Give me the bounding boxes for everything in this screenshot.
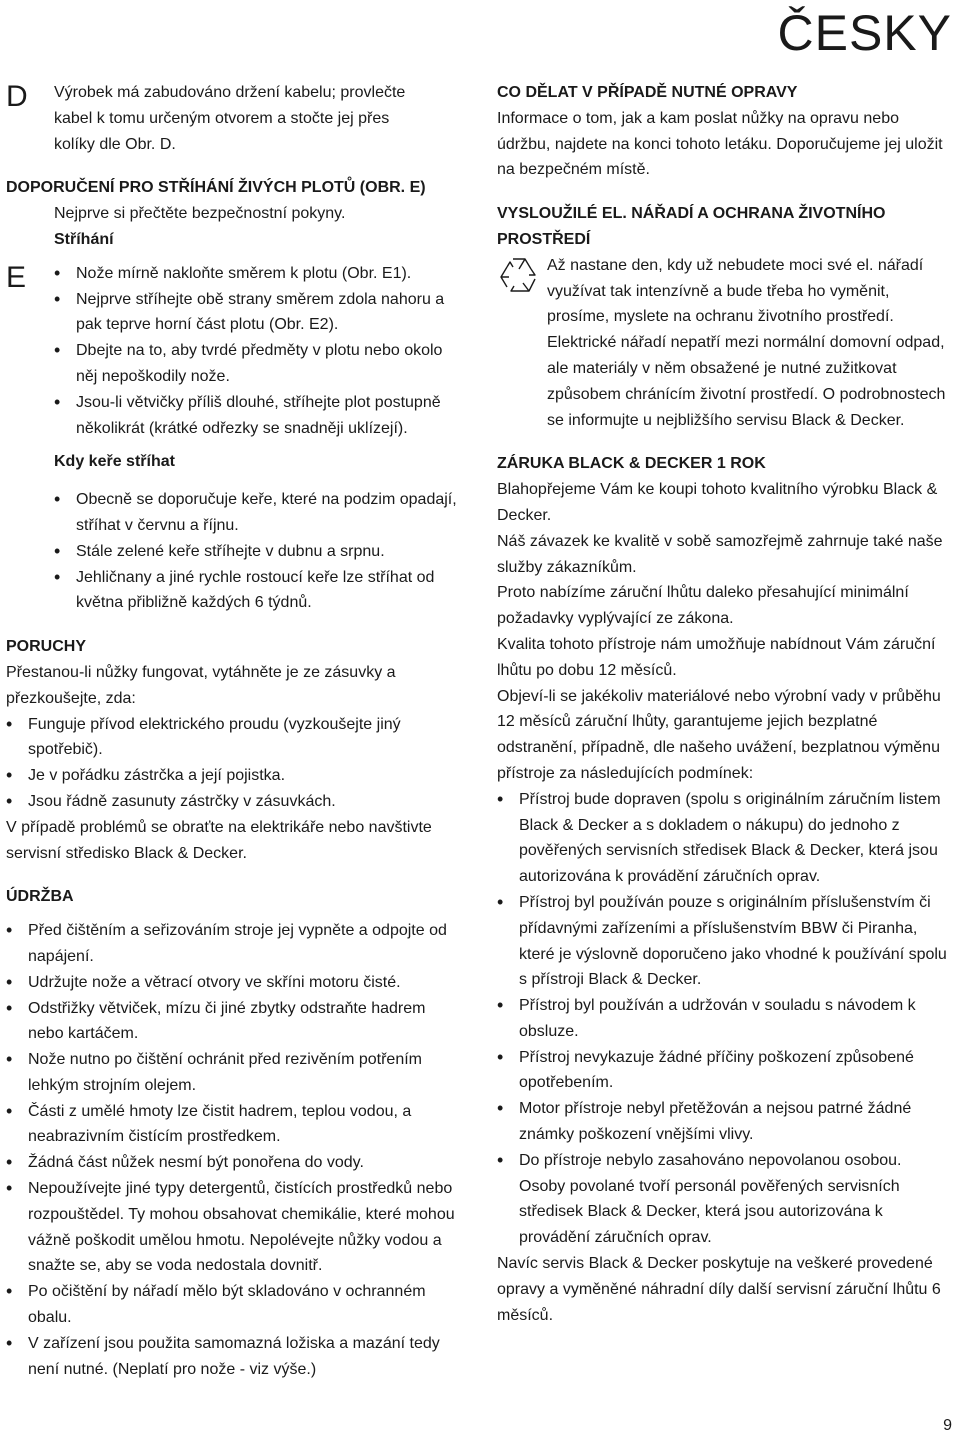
right-column <box>497 80 952 1328</box>
cutting-list <box>54 261 458 442</box>
list-item: • Jehličnany a jiné rychle rostoucí keře lze stříhat od května přibližně každých 6 týdnů. <box>54 565 458 617</box>
language-label: ČESKY <box>777 5 952 61</box>
list-item: • Přístroj bude dopraven (spolu s originálním záručním listem Black & Decker a s dokladem o nákupu) do jednoho z pověřených servisních středisek Black & Decker, která jsou autorizována k provádění záručních oprav. <box>497 787 952 890</box>
list-item: • Nepoužívejte jiné typy detergentů, čistících prostředků nebo rozpouštědel. Ty mohou obsahovat chemikálie, které mohou vážně poškodit umělou hmotu. Nepolévejte nůžky vodou a snažte se, aby se voda nedostala dovnitř. <box>6 1176 458 1279</box>
maintenance-heading: ÚDRŽBA <box>6 888 74 906</box>
section-d-text <box>6 80 458 157</box>
faults-list <box>6 712 458 815</box>
warranty-paragraph: Náš závazek ke kvalitě v sobě samozřejmě zahrnuje také naše služby zákazníkům. <box>497 532 943 576</box>
list-item: • Je v pořádku zástrčka a její pojistka. <box>6 763 458 789</box>
faults-heading: PORUCHY <box>6 638 87 656</box>
hedge-heading: DOPORUČENÍ PRO STŘÍHÁNÍ ŽIVÝCH PLOTŮ (OBR. E) <box>6 179 426 197</box>
list-item: • Přístroj nevykazuje žádné příčiny poškození způsobené opotřebením. <box>497 1045 952 1097</box>
page-number: 9 <box>943 1417 952 1434</box>
list-item: • Nože mírně nakloňte směrem k plotu (Obr. E1). <box>54 261 458 287</box>
list-item: • Jsou řádně zasunuty zástrčky v zásuvkách. <box>6 789 458 815</box>
repair-text: Informace o tom, jak a kam poslat nůžky na opravu nebo údržbu, najdete na konci tohoto letáku. Doporučujeme jej uložit na bezpečném místě. <box>497 109 943 179</box>
environment-heading: VYSLOUŽILÉ EL. NÁŘADÍ A OCHRANA ŽIVOTNÍHO PROSTŘEDÍ <box>497 205 886 248</box>
warranty-paragraph: Objeví-li se jakékoliv materiálové nebo výrobní vady v průběhu 12 měsíců záruční lhůty, garantujeme jejich bezplatné odstranění, případně, dle našeho uvážení, bezplatnou výměnu přístroje za následujících podmínek: <box>497 687 941 782</box>
list-item: • Odstřižky větviček, mízu či jiné zbytky odstraňte hadrem nebo kartáčem. <box>6 996 458 1048</box>
list-item: • Do přístroje nebylo zasahováno nepovolanou osobou. Osoby povolané tvoří personál pověřených servisních středisek Black & Decker, která jsou autorizována k provádění záručních oprav. <box>497 1148 952 1251</box>
list-item: • V zařízení jsou použita samomazná ložiska a mazání tedy není nutné. (Neplatí pro nože - viz výše.) <box>6 1331 458 1383</box>
list-item: • Nejprve stříhejte obě strany směrem zdola nahoru a pak teprve horní část plotu (Obr. E2). <box>54 287 458 339</box>
list-item: • Obecně se doporučuje keře, které na podzim opadají, stříhat v červnu a říjnu. <box>54 487 458 539</box>
warranty-paragraph: Proto nabízíme záruční lhůtu daleko přesahující minimální požadavky vyplývající ze zákona. <box>497 584 909 628</box>
list-item: • Stále zelené keře stříhejte v dubnu a srpnu. <box>54 539 458 565</box>
hedge-intro: Nejprve si přečtěte bezpečnostní pokyny. <box>54 205 346 223</box>
cutting-heading: Stříhání <box>54 230 114 248</box>
warranty-heading: ZÁRUKA BLACK & DECKER 1 ROK <box>497 455 766 473</box>
warranty-list <box>497 787 952 1251</box>
list-item: • Nože nutno po čištění ochránit před rezivěním potřením lehkým strojním olejem. <box>6 1047 458 1099</box>
section-e-marker: E <box>6 260 27 294</box>
when-heading: Kdy keře stříhat <box>54 453 175 471</box>
list-item: • Části z umělé hmoty lze čistit hadrem, teplou vodou, a neabrazivním čistícím prostředkem. <box>6 1099 458 1151</box>
when-list <box>54 487 458 616</box>
list-item: • Udržujte nože a větrací otvory ve skříni motoru čisté. <box>6 970 458 996</box>
maintenance-list <box>6 918 458 1382</box>
list-item: • Přístroj byl používán pouze s originálním příslušenstvím či přídavnými zařízeními a příslušenstvím BBW či Piranha, které je výslovně doporučeno jako vhodné k používání spolu s přístroji Black & Decker. <box>497 890 952 993</box>
warranty-paragraph: Kvalita tohoto přístroje nám umožňuje nabídnout Vám záruční lhůtu po dobu 12 měsíců. <box>497 635 936 679</box>
repair-heading: CO DĚLAT V PŘÍPADĚ NUTNÉ OPRAVY <box>497 84 798 101</box>
recycle-icon <box>495 253 543 301</box>
list-item: • Po očištění by nářadí mělo být skladováno v ochranném obalu. <box>6 1279 458 1331</box>
section-d-marker: D <box>6 80 28 113</box>
list-item: • Funguje přívod elektrického proudu (vyzkoušejte jiný spotřebič). <box>6 712 458 764</box>
environment-text: Až nastane den, kdy už nebudete moci své el. nářadí využívat tak intenzívně a bude třeba ho vyměnit, prosíme, myslete na ochranu životního prostředí. Elektrické nářadí nepatří mezi normální domovní odpad, ale materiály v něm obsažené je nutné zužitkovat způsobem chránícím životní prostředí. O podrobnostech se informujte u nejbližšího servisu Black & Decker. <box>547 256 946 429</box>
list-item: • Přístroj byl používán a udržován v souladu s návodem k obsluze. <box>497 993 952 1045</box>
faults-outro: V případě problémů se obraťte na elektrikáře nebo navštivte servisní středisko Black & Decker. <box>6 818 432 862</box>
list-item: • Motor přístroje nebyl přetěžován a nejsou patrné žádné známky poškození vnějšími vlivy. <box>497 1096 952 1148</box>
text-line: kabel k tomu určeným otvorem a stočte jej přes <box>54 109 390 127</box>
warranty-paragraph: Blahopřejeme Vám ke koupi tohoto kvalitního výrobku Black & Decker. <box>497 481 938 524</box>
list-item: • Žádná část nůžek nesmí být ponořena do vody. <box>6 1150 458 1176</box>
text-line: Výrobek má zabudováno držení kabelu; provlečte <box>54 84 406 101</box>
list-item: • Dbejte na to, aby tvrdé předměty v plotu nebo okolo něj nepoškodily nože. <box>54 338 458 390</box>
warranty-outro: Navíc servis Black & Decker poskytuje na veškeré provedené opravy a vyměněné náhradní díly další servisní záruční lhůtu 6 měsíců. <box>497 1255 941 1324</box>
list-item: • Před čištěním a seřizováním stroje jej vypněte a odpojte od napájení. <box>6 918 458 970</box>
list-item: • Jsou-li větvičky příliš dlouhé, stříhejte plot postupně několikrát (krátké odřezky se snadněji uklízejí). <box>54 390 458 442</box>
faults-intro: Přestanou-li nůžky fungovat, vytáhněte je ze zásuvky a přezkoušejte, zda: <box>6 663 396 707</box>
left-column <box>6 80 458 1382</box>
text-line: kolíky dle Obr. D. <box>54 135 176 153</box>
